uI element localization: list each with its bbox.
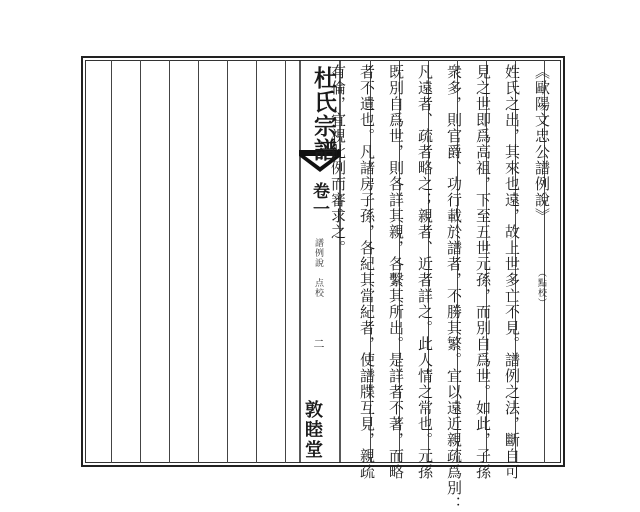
column-rule-1	[140, 60, 141, 463]
volume-label: 卷一	[309, 182, 329, 218]
text-column-7: 有倫，宜視此例而審求之。	[329, 64, 347, 256]
column-rule-3	[198, 60, 199, 463]
text-heading: 《歐陽文忠公譜例說》	[533, 64, 551, 224]
text-column-6: 者不遺也。凡諸房子孫，各紀其當紀者，使譜牒互見，親疏	[358, 64, 376, 480]
column-rule-5	[256, 60, 257, 463]
annotation-label: （點校）	[536, 268, 546, 308]
column-rule-6	[285, 60, 286, 463]
column-rule-4	[227, 60, 228, 463]
text-column-1: 姓氏之出，其來也遠，故上世多亡不見。譜例之法，斷自可	[503, 64, 521, 480]
book-title: 杜氏宗譜	[310, 66, 337, 162]
column-rule-0	[111, 60, 112, 463]
text-column-2: 見之世即爲高祖，下至五世元孫，而別自爲世。如此，子孫	[474, 64, 492, 480]
page-number: 二	[312, 338, 325, 349]
text-column-4: 凡遠者、疏者略之；親者、近者詳之。此人情之常也。元孫	[416, 64, 434, 480]
text-column-5: 既別自爲世，則各詳其親，各繫其所出。是詳者不著，而略	[387, 64, 405, 480]
section-note: 譜例說 点校	[313, 238, 323, 298]
hall-name: 敦睦堂	[302, 400, 323, 460]
column-rule-2	[169, 60, 170, 463]
text-column-3: 衆多，則官爵、功行載於譜者，不勝其繁。宜以遠近親疏爲別：	[445, 64, 463, 512]
